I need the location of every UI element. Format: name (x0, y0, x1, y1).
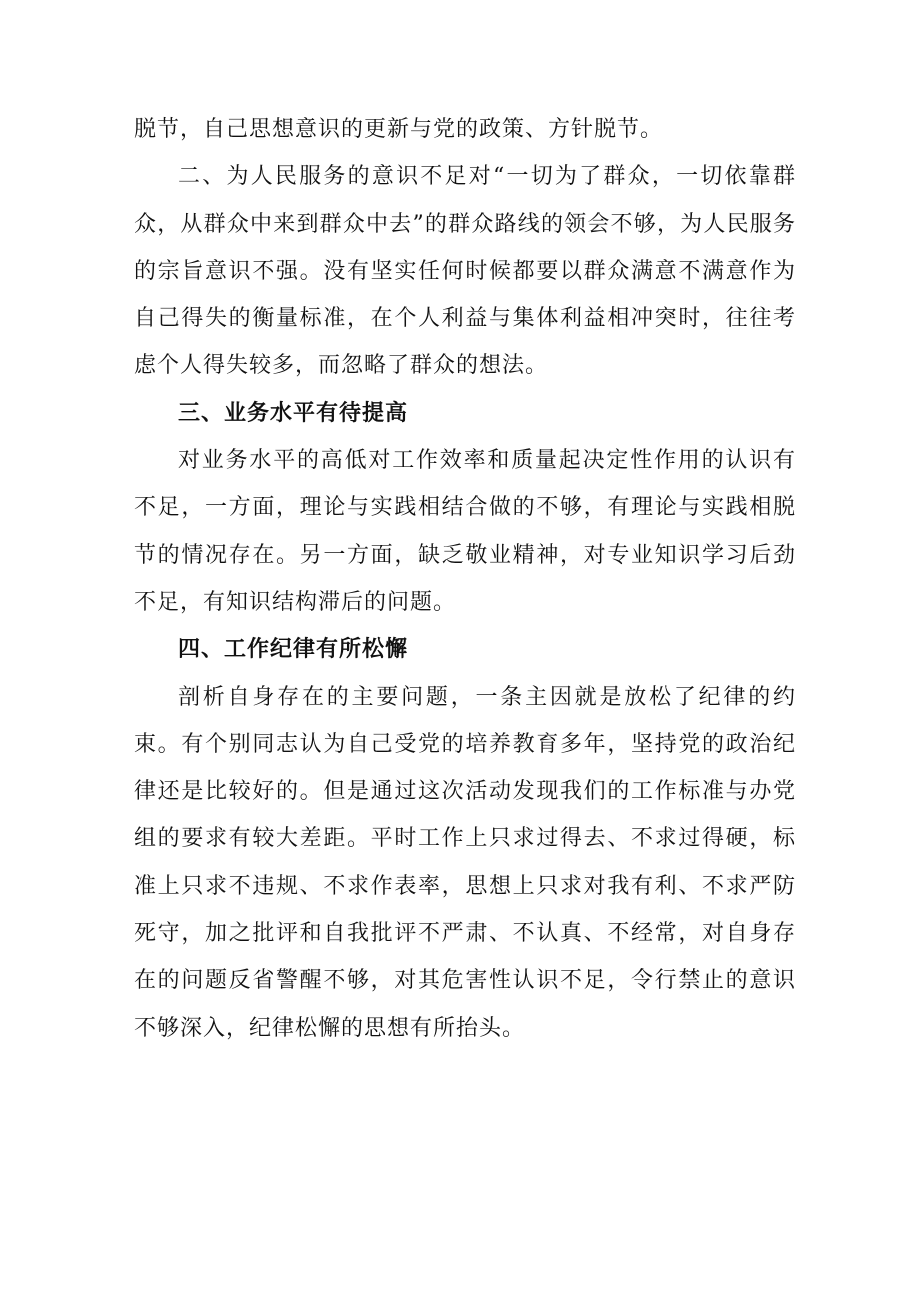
paragraph-continuation: 脱节，自己思想意识的更新与党的政策、方针脱节。 (134, 117, 664, 142)
paragraph-section-two: 二、为人民服务的意识不足对“一切为了群众，一切依靠群众，从群众中来到群众中去”的群众路线的领会不够，为人民服务的宗旨意识不强。没有坚实任何时候都要以群众满意不满意作为自己得失的衡量标准，在个人利益与集体利益相冲突时，往往考虑个人得失较多，而忽略了群众的想法。 (134, 164, 796, 379)
heading-section-four: 四、工作纪律有所松懈 (178, 637, 409, 663)
paragraph-section-three: 对业务水平的高低对工作效率和质量起决定性作用的认识有不足，一方面，理论与实践相结合做的不够，有理论与实践相脱节的情况存在。另一方面，缺乏敬业精神，对专业知识学习后劲不足，有知识结构滞后的问题。 (134, 448, 796, 615)
document-body (134, 106, 796, 1052)
paragraph-section-four: 剖析自身存在的主要问题，一条主因就是放松了纪律的约束。有个别同志认为自己受党的培养教育多年，坚持党的政治纪律还是比较好的。但是通过这次活动发现我们的工作标准与办党组的要求有较大差距。平时工作上只求过得去、不求过得硬，标准上只求不违规、不求作表率，思想上只求对我有利、不求严防死守，加之批评和自我批评不严肃、不认真、不经常，对自身存在的问题反省警醒不够，对其危害性认识不足，令行禁止的意识不够深入，纪律松懈的思想有所抬头。 (134, 684, 796, 1041)
heading-section-three: 三、业务水平有待提高 (178, 400, 409, 426)
